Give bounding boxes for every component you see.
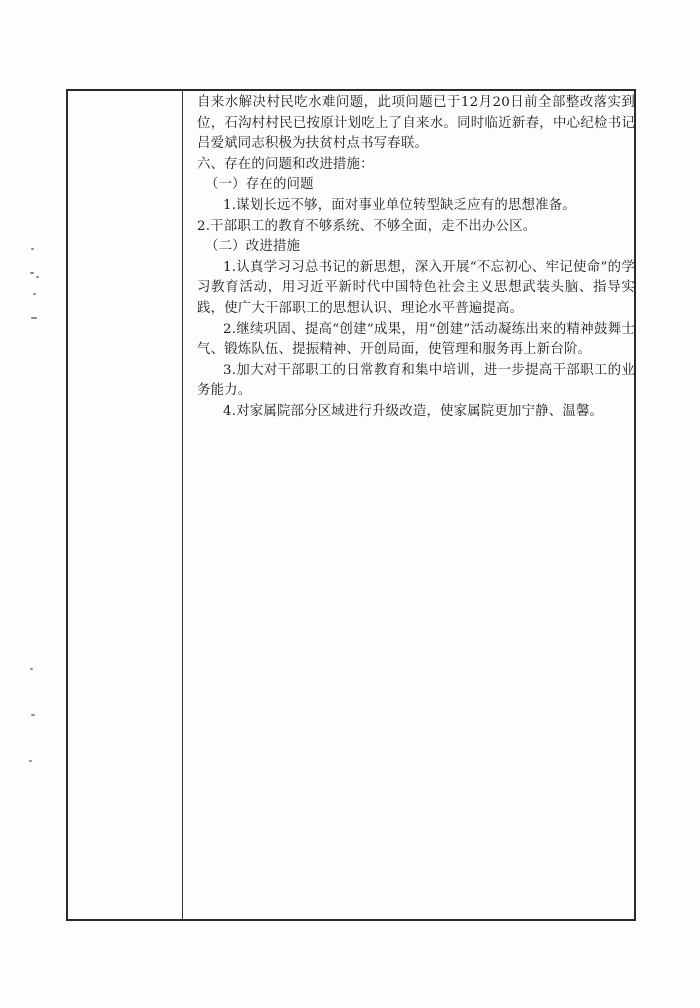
scan-mark: [30, 272, 34, 274]
subheading-measures: （二）改进措施: [205, 239, 301, 255]
subheading-problems: （一）存在的问题: [205, 177, 314, 193]
measure-item-2: 2.继续巩固、提高“创建”成果，用“创建”活动凝练出来的精神鼓舞士气、锻炼队伍、提振精神、开创局面，使管理和服务再上新台阶。: [197, 321, 635, 358]
scan-mark: [31, 248, 34, 250]
scan-mark: [36, 276, 39, 278]
problem-item-1: 1.谋划长远不够，面对事业单位转型缺乏应有的思想准备。: [223, 197, 576, 213]
measure-item-4: 4.对家属院部分区域进行升级改造，使家属院更加宁静、温馨。: [223, 403, 604, 419]
problem-item-2: 2.干部职工的教育不够系统、不够全面，走不出办公区。: [197, 218, 537, 234]
table-label-column: [68, 91, 183, 919]
scan-mark: [31, 714, 35, 716]
scan-mark: [33, 293, 36, 295]
form-table: [66, 89, 636, 921]
scan-mark: [31, 317, 37, 319]
table-content-cell: [197, 93, 635, 423]
scan-mark: [29, 760, 32, 762]
section-heading-six: 六、存在的问题和改进措施：: [197, 156, 374, 172]
measure-item-3: 3.加大对干部职工的日常教育和集中培训，进一步提高干部职工的业务能力。: [197, 362, 635, 399]
scan-mark: [30, 668, 33, 670]
measure-item-1: 1.认真学习习总书记的新思想，深入开展“不忘初心、牢记使命”的学习教育活动，用习近平新时代中国特色社会主义思想武装头脑、指导实践，使广大干部职工的思想认识、理论水平普遍提高。: [197, 259, 635, 316]
paragraph-water-project: 自来水解决村民吃水难问题，此项问题已于12月20日前全部整改落实到位，石沟村村民已按原计划吃上了自来水。同时临近新春，中心纪检书记吕爱斌同志积极为扶贫村点书写春联。: [197, 95, 635, 152]
